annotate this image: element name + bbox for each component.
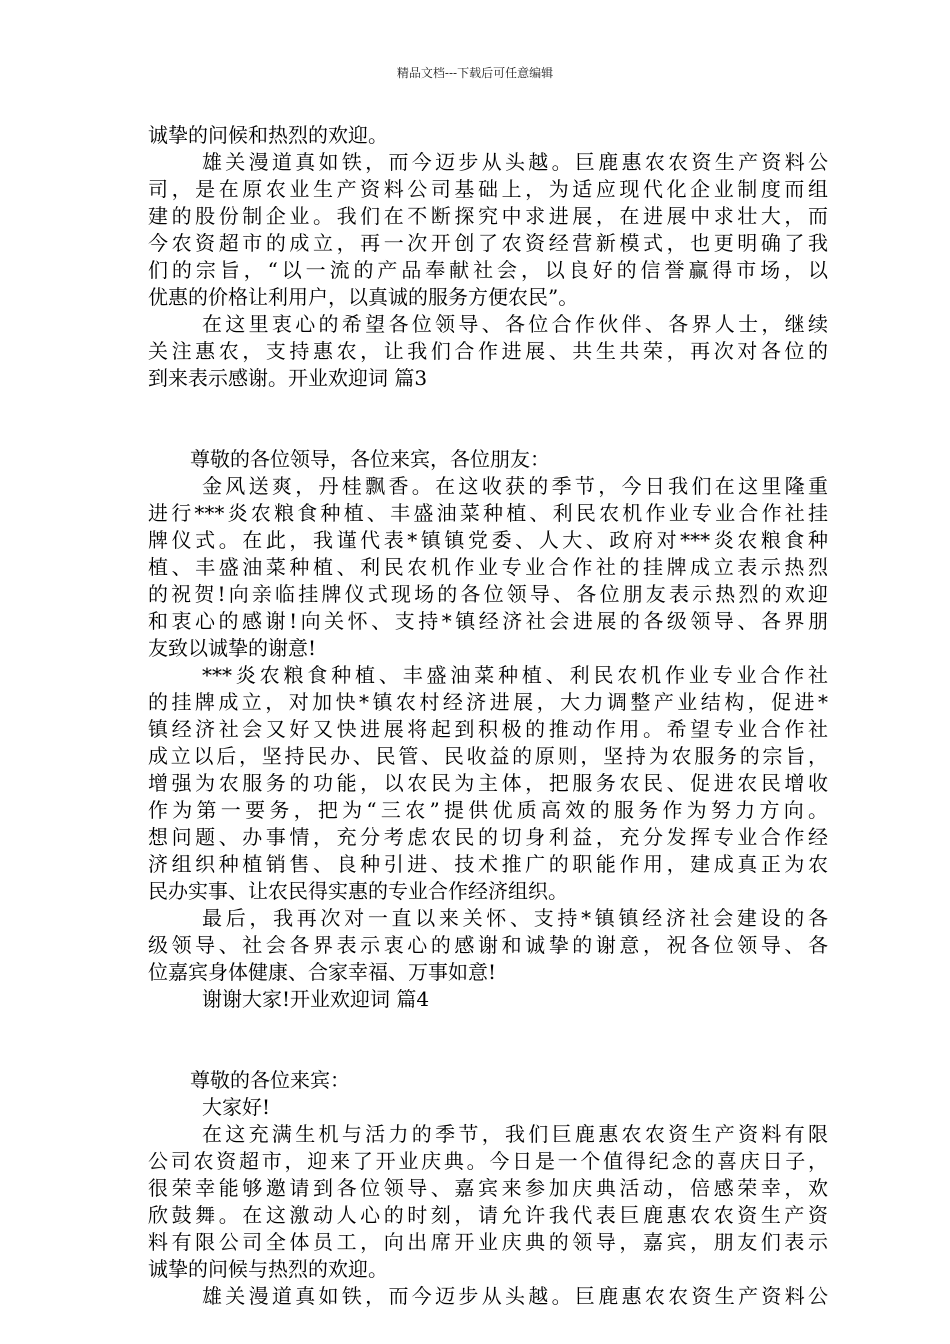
text-line: 作为第一要务，把为“三农”提供优质高效的服务作为努力方向。 bbox=[148, 798, 828, 822]
text-line: 到来表示感谢。开业欢迎词 篇3 bbox=[148, 366, 428, 390]
text-line: 料有限公司全体员工，向出席开业庆典的领导，嘉宾，朋友们表示 bbox=[148, 1230, 828, 1254]
text-line: 想问题、办事情，充分考虑农民的切身利益，充分发挥专业合作经 bbox=[148, 825, 828, 849]
text-line: 牌仪式。在此，我谨代表*镇镇党委、人大、政府对***炎农粮食种 bbox=[148, 528, 828, 552]
text-line: 雄关漫道真如铁，而今迈步从头越。巨鹿惠农农资生产资料公 bbox=[202, 1284, 828, 1308]
text-line: 雄关漫道真如铁，而今迈步从头越。巨鹿惠农农资生产资料公 bbox=[202, 150, 828, 174]
text-line: 的挂牌成立，对加快*镇农村经济进展，大力调整产业结构，促进* bbox=[148, 690, 828, 714]
text-line: 镇经济社会又好又快进展将起到积极的推动作用。希望专业合作社 bbox=[148, 717, 828, 741]
text-line: 的祝贺!向亲临挂牌仪式现场的各位领导、各位朋友表示热烈的欢迎 bbox=[148, 582, 828, 606]
text-line: 级领导、社会各界表示衷心的感谢和诚挚的谢意，祝各位领导、各 bbox=[148, 933, 828, 957]
text-line: 们的宗旨，“以一流的产品奉献社会，以良好的信誉赢得市场，以 bbox=[148, 258, 828, 282]
text-line: 很荣幸能够邀请到各位领导、嘉宾来参加庆典活动，倍感荣幸，欢 bbox=[148, 1176, 828, 1200]
text-line: ***炎农粮食种植、丰盛油菜种植、利民农机作业专业合作社 bbox=[202, 663, 828, 687]
text-line: 进行***炎农粮食种植、丰盛油菜种植、利民农机作业专业合作社挂 bbox=[148, 501, 828, 525]
text-line: 欣鼓舞。在这激动人心的时刻，请允许我代表巨鹿惠农农资生产资 bbox=[148, 1203, 828, 1227]
text-line: 在这里衷心的希望各位领导、各位合作伙伴、各界人士，继续 bbox=[202, 312, 828, 336]
text-line: 诚挚的问候与热烈的欢迎。 bbox=[148, 1257, 388, 1281]
paragraph-gap bbox=[148, 1013, 828, 1067]
text-line: 优惠的价格让利用户，以真诚的服务方便农民”。 bbox=[148, 285, 579, 309]
text-line: 金风送爽，丹桂飘香。在这收获的季节，今日我们在这里隆重 bbox=[202, 474, 828, 498]
text-line: 尊敬的各位领导，各位来宾，各位朋友： bbox=[190, 447, 550, 471]
text-line: 民办实事、让农民得实惠的专业合作经济组织。 bbox=[148, 879, 568, 903]
paragraph-gap bbox=[148, 392, 828, 446]
text-line: 成立以后，坚持民办、民管、民收益的原则，坚持为农服务的宗旨， bbox=[148, 744, 828, 768]
text-line: 在这充满生机与活力的季节，我们巨鹿惠农农资生产资料有限 bbox=[202, 1122, 828, 1146]
text-line: 和衷心的感谢!向关怀、支持*镇经济社会进展的各级领导、各界朋 bbox=[148, 609, 828, 633]
text-line: 建的股份制企业。我们在不断探究中求进展，在进展中求壮大，而 bbox=[148, 204, 828, 228]
text-line: 最后，我再次对一直以来关怀、支持*镇镇经济社会建设的各 bbox=[202, 906, 828, 930]
text-line: 大家好! bbox=[202, 1095, 271, 1119]
text-line: 公司农资超市，迎来了开业庆典。今日是一个值得纪念的喜庆日子， bbox=[148, 1149, 828, 1173]
text-line: 济组织种植销售、良种引进、技术推广的职能作用，建成真正为农 bbox=[148, 852, 828, 876]
text-line: 今农资超市的成立，再一次开创了农资经营新模式，也更明确了我 bbox=[148, 231, 828, 255]
text-line: 关注惠农，支持惠农，让我们合作进展、共生共荣，再次对各位的 bbox=[148, 339, 828, 363]
text-line: 诚挚的问候和热烈的欢迎。 bbox=[148, 123, 388, 147]
text-line: 友致以诚挚的谢意! bbox=[148, 636, 317, 660]
text-line: 司，是在原农业生产资料公司基础上，为适应现代化企业制度而组 bbox=[148, 177, 828, 201]
text-line: 尊敬的各位来宾： bbox=[190, 1068, 350, 1092]
page-header: 精品文档---下载后可任意编辑 bbox=[396, 66, 554, 80]
document-body bbox=[148, 122, 828, 1310]
text-line: 增强为农服务的功能，以农民为主体，把服务农民、促进农民增收 bbox=[148, 771, 828, 795]
text-line: 谢谢大家!开业欢迎词 篇4 bbox=[202, 987, 430, 1011]
text-line: 植、丰盛油菜种植、利民农机作业专业合作社的挂牌成立表示热烈 bbox=[148, 555, 828, 579]
text-line: 位嘉宾身体健康、合家幸福、万事如意! bbox=[148, 960, 497, 984]
